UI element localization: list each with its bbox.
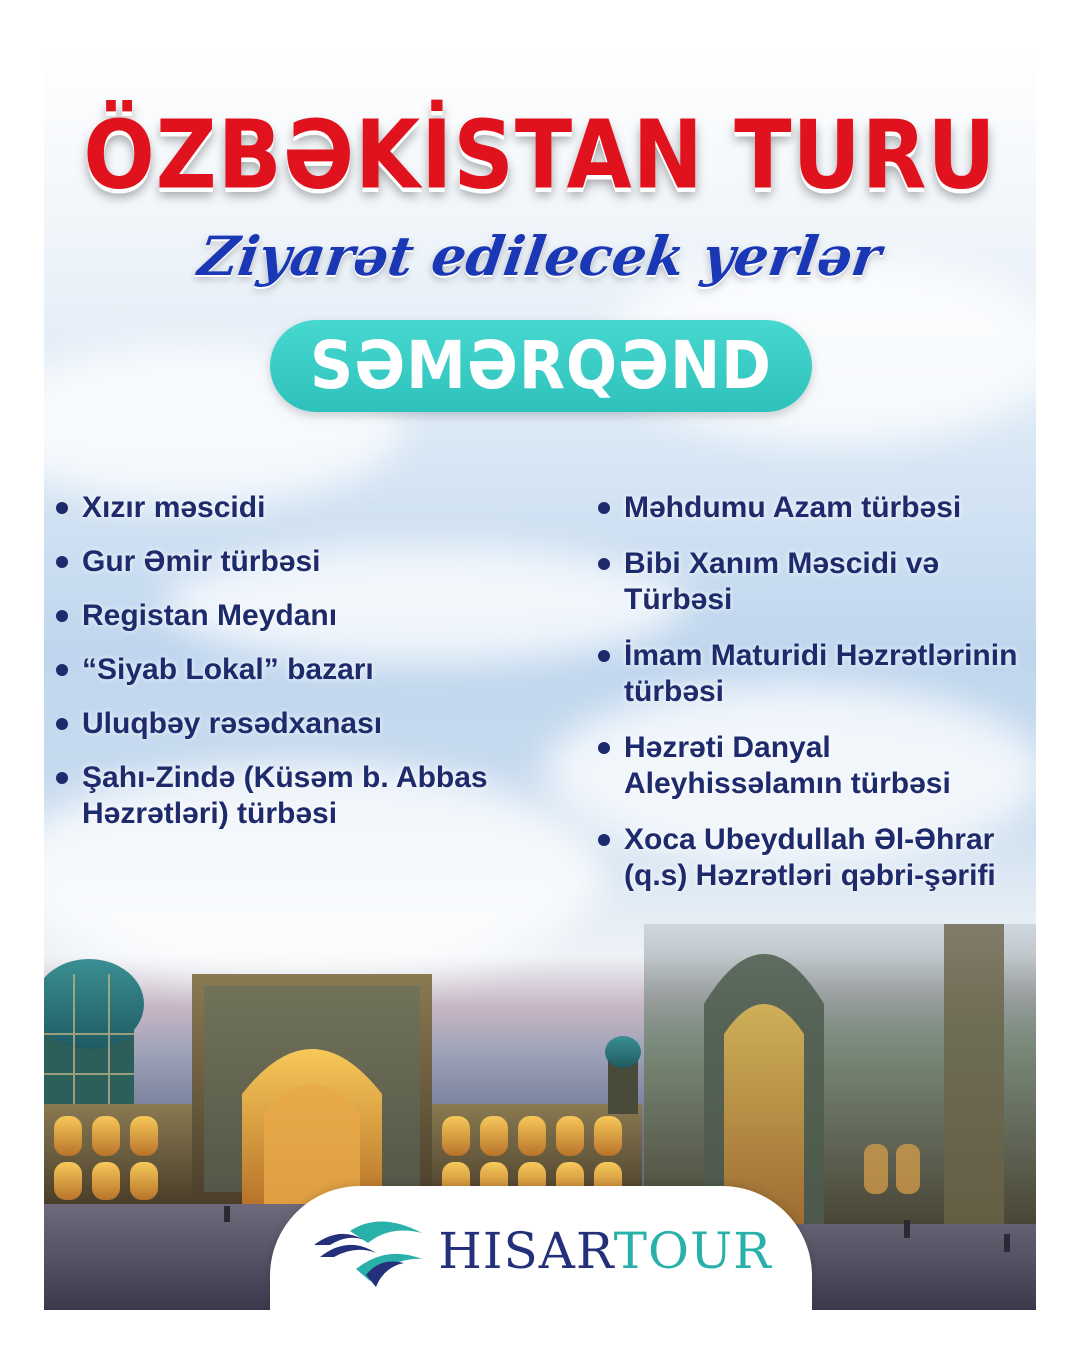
bullet-dot-icon <box>56 718 68 730</box>
bullet-dot-icon <box>56 502 68 514</box>
list-item: İmam Maturidi Həzrətlərinin türbəsi <box>598 638 1024 710</box>
list-item: “Siyab Lokal” bazarı <box>56 652 536 688</box>
bullet-dot-icon <box>56 664 68 676</box>
brand-logo <box>310 1211 772 1291</box>
list-item: Bibi Xanım Məscidi və Türbəsi <box>598 546 1024 618</box>
brand-name: HISARTOUR <box>438 1222 772 1280</box>
bullet-dot-icon <box>598 502 610 514</box>
bullet-dot-icon <box>56 772 68 784</box>
bullet-dot-icon <box>56 556 68 568</box>
bullet-dot-icon <box>598 742 610 754</box>
page-title: ÖZBƏKİSTAN TURU <box>83 100 997 210</box>
hisartour-wave-logo-icon <box>310 1211 430 1291</box>
small-minaret-dome <box>605 1036 641 1068</box>
bullet-dot-icon <box>598 558 610 570</box>
right-minaret <box>944 924 1004 1224</box>
list-item: Xızır məscidi <box>56 490 536 526</box>
list-item: Məhdumu Azam türbəsi <box>598 490 1028 526</box>
poster <box>44 44 1036 1310</box>
city-name: SƏMƏRQƏND <box>310 327 772 405</box>
bullet-dot-icon <box>56 610 68 622</box>
subtitle: Ziyarət edilecek yerlər <box>194 224 886 288</box>
list-item: Uluqbəy rəsədxanası <box>56 706 536 742</box>
list-item: Şahı-Zində (Küsəm b. Abbas Həzrətləri) türbəsi <box>56 760 522 832</box>
list-item: Həzrəti Danyal Aleyhissəlamın türbəsi <box>598 730 1024 802</box>
bullet-dot-icon <box>598 834 610 846</box>
bullet-dot-icon <box>598 650 610 662</box>
list-item: Gur Əmir türbəsi <box>56 544 536 580</box>
places-list-left <box>56 490 536 850</box>
list-item: Registan Meydanı <box>56 598 536 634</box>
brand-badge <box>270 1186 812 1310</box>
list-item: Xoca Ubeydullah Əl-Əhrar (q.s) Həzrətləri qəbri-şərifi <box>598 822 1036 894</box>
city-badge <box>270 320 812 412</box>
places-list-right <box>598 490 1028 914</box>
